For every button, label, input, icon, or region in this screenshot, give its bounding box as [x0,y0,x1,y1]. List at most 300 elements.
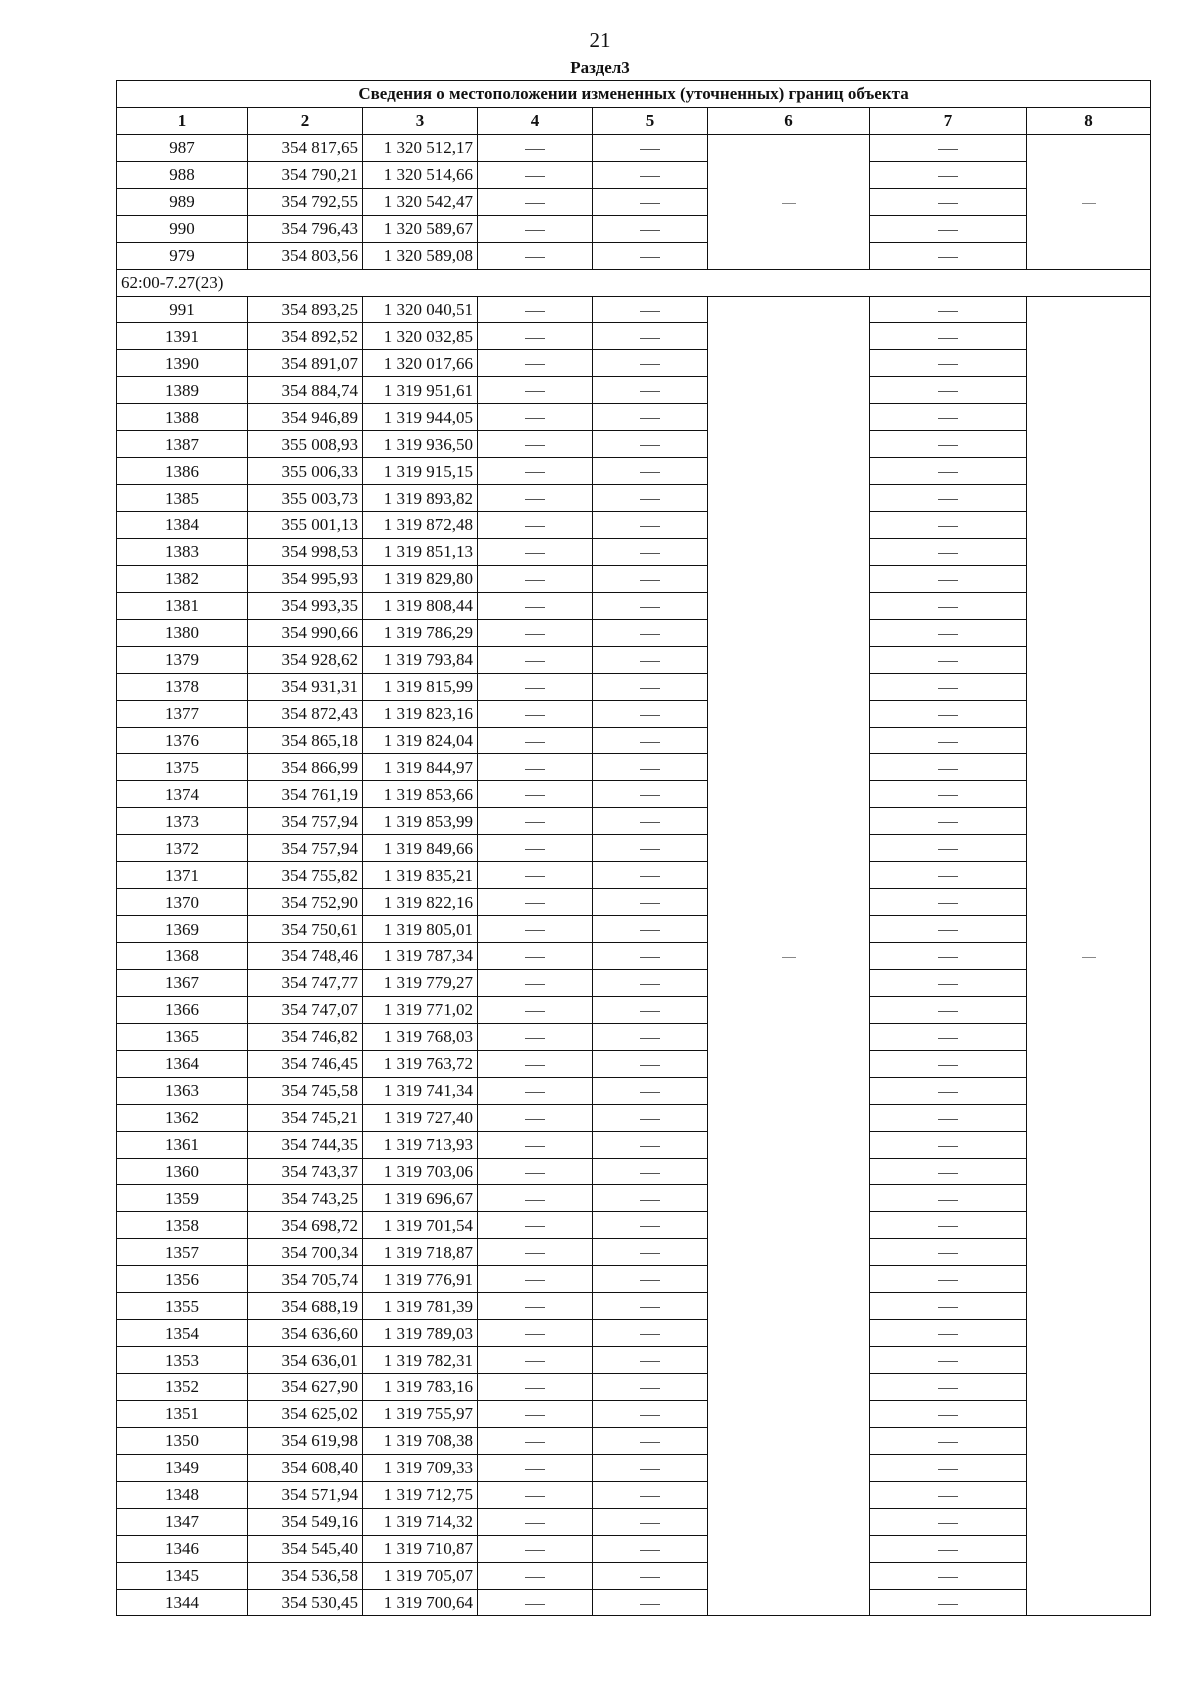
coord-y: 1 320 589,67 [363,215,478,242]
dash-mark [525,1604,545,1605]
dash-mark [640,742,660,743]
point-number: 1361 [117,1131,248,1158]
point-number: 988 [117,161,248,188]
column-number-row [117,107,1151,134]
col5-cell [593,485,708,512]
table-row [117,700,1151,727]
table-row [117,889,1151,916]
coord-y: 1 319 844,97 [363,754,478,781]
col5-cell [593,512,708,539]
point-number: 1376 [117,727,248,754]
coord-x: 354 790,21 [248,161,363,188]
col5-cell [593,1481,708,1508]
dash-mark [938,607,958,608]
col4-cell [478,188,593,215]
col4-cell [478,916,593,943]
dash-mark [525,930,545,931]
coord-y: 1 319 936,50 [363,431,478,458]
coord-x: 354 757,94 [248,808,363,835]
dash-mark [525,418,545,419]
point-number: 1349 [117,1454,248,1481]
table-row [117,377,1151,404]
coord-y: 1 319 718,87 [363,1239,478,1266]
col5-cell [593,323,708,350]
point-number: 1368 [117,943,248,970]
table-row [117,835,1151,862]
col4-cell [478,1023,593,1050]
dash-mark [525,1226,545,1227]
dash-mark [525,230,545,231]
col4-cell [478,215,593,242]
dash-mark [525,1442,545,1443]
dash-mark [640,607,660,608]
dash-mark [640,795,660,796]
dash-mark [640,1226,660,1227]
dash-mark [938,1253,958,1254]
column-number-1: 1 [117,107,248,134]
dash-mark [938,903,958,904]
dash-mark [640,176,660,177]
dash-mark [640,1011,660,1012]
col7-cell [870,969,1027,996]
coord-x: 355 006,33 [248,458,363,485]
table-row [117,1454,1151,1481]
coord-y: 1 319 829,80 [363,565,478,592]
coord-x: 354 747,07 [248,996,363,1023]
table-row [117,673,1151,700]
col5-cell [593,619,708,646]
dash-mark [525,903,545,904]
col7-cell [870,1508,1027,1535]
dash-mark [938,391,958,392]
coord-y: 1 319 944,05 [363,404,478,431]
col7-cell [870,673,1027,700]
coord-x: 354 884,74 [248,377,363,404]
dash-mark [782,957,796,958]
dash-mark [525,149,545,150]
table-row [117,996,1151,1023]
col4-cell [478,646,593,673]
dash-mark [525,1550,545,1551]
dash-mark [938,472,958,473]
coord-y: 1 319 835,21 [363,862,478,889]
table-row [117,161,1151,188]
dash-mark [640,903,660,904]
point-number: 1363 [117,1077,248,1104]
dash-mark [640,1415,660,1416]
dash-mark [525,338,545,339]
column-number-4: 4 [478,107,593,134]
dash-mark [525,1200,545,1201]
coord-x: 354 796,43 [248,215,363,242]
col5-cell [593,1347,708,1374]
col4-cell [478,296,593,323]
point-number: 987 [117,134,248,161]
coord-x: 354 761,19 [248,781,363,808]
coord-y: 1 319 849,66 [363,835,478,862]
coord-x: 354 743,25 [248,1185,363,1212]
col7-cell [870,1320,1027,1347]
coord-y: 1 319 853,66 [363,781,478,808]
dash-mark [938,445,958,446]
table-row [117,1374,1151,1401]
col7-cell [870,458,1027,485]
coord-y: 1 319 789,03 [363,1320,478,1347]
col7-cell [870,943,1027,970]
col5-cell [593,1535,708,1562]
coord-y: 1 319 755,97 [363,1400,478,1427]
dash-mark [938,742,958,743]
col7-cell [870,781,1027,808]
table-row [117,862,1151,889]
dash-mark [525,1469,545,1470]
point-number: 1345 [117,1562,248,1589]
dash-mark [938,1280,958,1281]
table-row [117,458,1151,485]
col4-cell [478,1158,593,1185]
dash-mark [938,930,958,931]
col4-cell [478,1347,593,1374]
coord-x: 354 990,66 [248,619,363,646]
point-number: 1348 [117,1481,248,1508]
dash-mark [525,176,545,177]
col5-cell [593,188,708,215]
col7-cell [870,1023,1027,1050]
dash-mark [938,715,958,716]
point-number: 1359 [117,1185,248,1212]
dash-mark [938,1119,958,1120]
column-number-7: 7 [870,107,1027,134]
col7-cell [870,1427,1027,1454]
coord-y: 1 319 705,07 [363,1562,478,1589]
point-number: 1379 [117,646,248,673]
dash-mark [525,203,545,204]
dash-mark [640,1577,660,1578]
point-number: 1391 [117,323,248,350]
coord-x: 354 700,34 [248,1239,363,1266]
table-row [117,1427,1151,1454]
table-row [117,1266,1151,1293]
coord-x: 354 792,55 [248,188,363,215]
coord-y: 1 319 771,02 [363,996,478,1023]
point-number: 1385 [117,485,248,512]
point-number: 1344 [117,1589,248,1616]
col5-cell [593,1077,708,1104]
col7-cell [870,727,1027,754]
table-row [117,350,1151,377]
table-row [117,1077,1151,1104]
dash-mark [640,876,660,877]
coord-y: 1 319 805,01 [363,916,478,943]
col5-cell [593,727,708,754]
point-number: 1360 [117,1158,248,1185]
col5-cell [593,1212,708,1239]
col7-cell [870,916,1027,943]
col5-cell [593,1427,708,1454]
table-row [117,1320,1151,1347]
dash-mark [640,203,660,204]
col5-cell [593,969,708,996]
coord-x: 354 865,18 [248,727,363,754]
col7-cell [870,1481,1027,1508]
coord-y: 1 319 708,38 [363,1427,478,1454]
dash-mark [640,715,660,716]
dash-mark [640,338,660,339]
coord-x: 354 745,58 [248,1077,363,1104]
dash-mark [938,634,958,635]
dash-mark [938,957,958,958]
dash-mark [640,688,660,689]
col7-cell [870,512,1027,539]
point-number: 1388 [117,404,248,431]
col4-cell [478,943,593,970]
point-number: 1355 [117,1293,248,1320]
dash-mark [640,1604,660,1605]
col5-cell [593,781,708,808]
coord-y: 1 319 893,82 [363,485,478,512]
dash-mark [938,311,958,312]
coord-y: 1 319 808,44 [363,592,478,619]
coord-x: 355 003,73 [248,485,363,512]
dash-mark [525,1523,545,1524]
table-row [117,1481,1151,1508]
col7-cell [870,808,1027,835]
dash-mark [938,1334,958,1335]
table-caption: Сведения о местоположении измененных (уточненных) границ объекта [117,81,1151,108]
table-row [117,592,1151,619]
point-number: 1374 [117,781,248,808]
dash-mark [938,1226,958,1227]
point-number: 1346 [117,1535,248,1562]
dash-mark [640,957,660,958]
coord-y: 1 319 763,72 [363,1050,478,1077]
col5-cell [593,862,708,889]
col7-cell [870,431,1027,458]
table-row [117,296,1151,323]
table-row [117,1293,1151,1320]
table-row [117,1239,1151,1266]
col5-cell [593,1050,708,1077]
coord-x: 354 619,98 [248,1427,363,1454]
column-number-3: 3 [363,107,478,134]
coord-x: 354 745,21 [248,1104,363,1131]
col4-cell [478,431,593,458]
dash-mark [525,1011,545,1012]
coord-y: 1 319 741,34 [363,1077,478,1104]
coord-x: 354 998,53 [248,538,363,565]
coord-y: 1 319 787,34 [363,943,478,970]
col7-cell [870,1535,1027,1562]
col5-cell [593,134,708,161]
dash-mark [640,634,660,635]
table-row [117,646,1151,673]
coord-x: 354 698,72 [248,1212,363,1239]
dash-mark [525,499,545,500]
col5-cell [593,1454,708,1481]
col4-cell [478,512,593,539]
dash-mark [640,1550,660,1551]
dash-mark [640,311,660,312]
table-row [117,1535,1151,1562]
coord-y: 1 320 542,47 [363,188,478,215]
table-body [117,134,1151,1616]
dash-mark [938,688,958,689]
dash-mark [640,1496,660,1497]
point-number: 1353 [117,1347,248,1374]
point-number: 1371 [117,862,248,889]
coord-y: 1 319 872,48 [363,512,478,539]
coord-y: 1 319 768,03 [363,1023,478,1050]
col4-cell [478,323,593,350]
coord-x: 354 545,40 [248,1535,363,1562]
col7-cell [870,1347,1027,1374]
table-row [117,1158,1151,1185]
coord-y: 1 319 786,29 [363,619,478,646]
dash-mark [640,391,660,392]
dash-mark [525,1280,545,1281]
point-number: 1357 [117,1239,248,1266]
dash-mark [525,1415,545,1416]
dash-mark [938,1442,958,1443]
col4-cell [478,134,593,161]
dash-mark [938,1415,958,1416]
dash-mark [525,661,545,662]
col5-cell [593,943,708,970]
point-number: 1383 [117,538,248,565]
col5-cell [593,1131,708,1158]
coord-x: 354 627,90 [248,1374,363,1401]
coord-y: 1 319 951,61 [363,377,478,404]
col4-cell [478,1131,593,1158]
col5-cell [593,1400,708,1427]
coord-y: 1 319 696,67 [363,1185,478,1212]
coord-y: 1 320 514,66 [363,161,478,188]
dash-mark [938,984,958,985]
col8-merged-cell [1027,296,1151,1616]
point-number: 979 [117,242,248,269]
col4-cell [478,404,593,431]
boundary-coordinates-table [116,80,1151,1616]
dash-mark [640,1469,660,1470]
dash-mark [938,1011,958,1012]
coord-x: 355 008,93 [248,431,363,458]
dash-mark [525,1361,545,1362]
col7-cell [870,377,1027,404]
coord-x: 354 755,82 [248,862,363,889]
column-number-6: 6 [708,107,870,134]
col6-merged-cell [708,296,870,1616]
coord-y: 1 319 781,39 [363,1293,478,1320]
col4-cell [478,889,593,916]
col7-cell [870,1266,1027,1293]
coord-x: 354 748,46 [248,943,363,970]
coord-y: 1 320 040,51 [363,296,478,323]
point-number: 1351 [117,1400,248,1427]
col7-cell [870,1400,1027,1427]
dash-mark [938,1038,958,1039]
col7-cell [870,1562,1027,1589]
dash-mark [640,1442,660,1443]
dash-mark [525,311,545,312]
point-number: 1389 [117,377,248,404]
dash-mark [938,1146,958,1147]
coord-y: 1 319 824,04 [363,727,478,754]
dash-mark [938,1307,958,1308]
dash-mark [640,580,660,581]
point-number: 1367 [117,969,248,996]
col7-cell [870,996,1027,1023]
col4-cell [478,565,593,592]
dash-mark [525,1496,545,1497]
dash-mark [525,984,545,985]
dash-mark [640,1388,660,1389]
col4-cell [478,700,593,727]
point-number: 991 [117,296,248,323]
col4-cell [478,1077,593,1104]
dash-mark [938,257,958,258]
dash-mark [640,364,660,365]
col7-cell [870,188,1027,215]
col5-cell [593,592,708,619]
point-number: 1378 [117,673,248,700]
coord-x: 354 752,90 [248,889,363,916]
dash-mark [640,1334,660,1335]
col7-cell [870,1239,1027,1266]
dash-mark [938,661,958,662]
dash-mark [938,1361,958,1362]
dash-mark [938,1200,958,1201]
table-row [117,1400,1151,1427]
col4-cell [478,1374,593,1401]
col4-cell [478,619,593,646]
dash-mark [640,1146,660,1147]
col7-cell [870,1374,1027,1401]
dash-mark [938,176,958,177]
col4-cell [478,727,593,754]
col5-cell [593,1185,708,1212]
point-number: 989 [117,188,248,215]
coord-y: 1 319 712,75 [363,1481,478,1508]
col4-cell [478,1589,593,1616]
coord-x: 354 891,07 [248,350,363,377]
col5-cell [593,1320,708,1347]
point-number: 1356 [117,1266,248,1293]
col4-cell [478,458,593,485]
dash-mark [938,1469,958,1470]
point-number: 1381 [117,592,248,619]
point-number: 1384 [117,512,248,539]
col7-cell [870,1131,1027,1158]
coord-y: 1 319 823,16 [363,700,478,727]
dash-mark [640,822,660,823]
dash-mark [525,1253,545,1254]
column-number-2: 2 [248,107,363,134]
col7-cell [870,1158,1027,1185]
col6-merged-cell [708,134,870,269]
col4-cell [478,1400,593,1427]
dash-mark [938,1550,958,1551]
dash-mark [938,230,958,231]
dash-mark [525,1388,545,1389]
col5-cell [593,1158,708,1185]
point-number: 990 [117,215,248,242]
coord-x: 354 892,52 [248,323,363,350]
dash-mark [640,849,660,850]
coord-x: 354 750,61 [248,916,363,943]
dash-mark [525,876,545,877]
coord-y: 1 319 779,27 [363,969,478,996]
col4-cell [478,1293,593,1320]
